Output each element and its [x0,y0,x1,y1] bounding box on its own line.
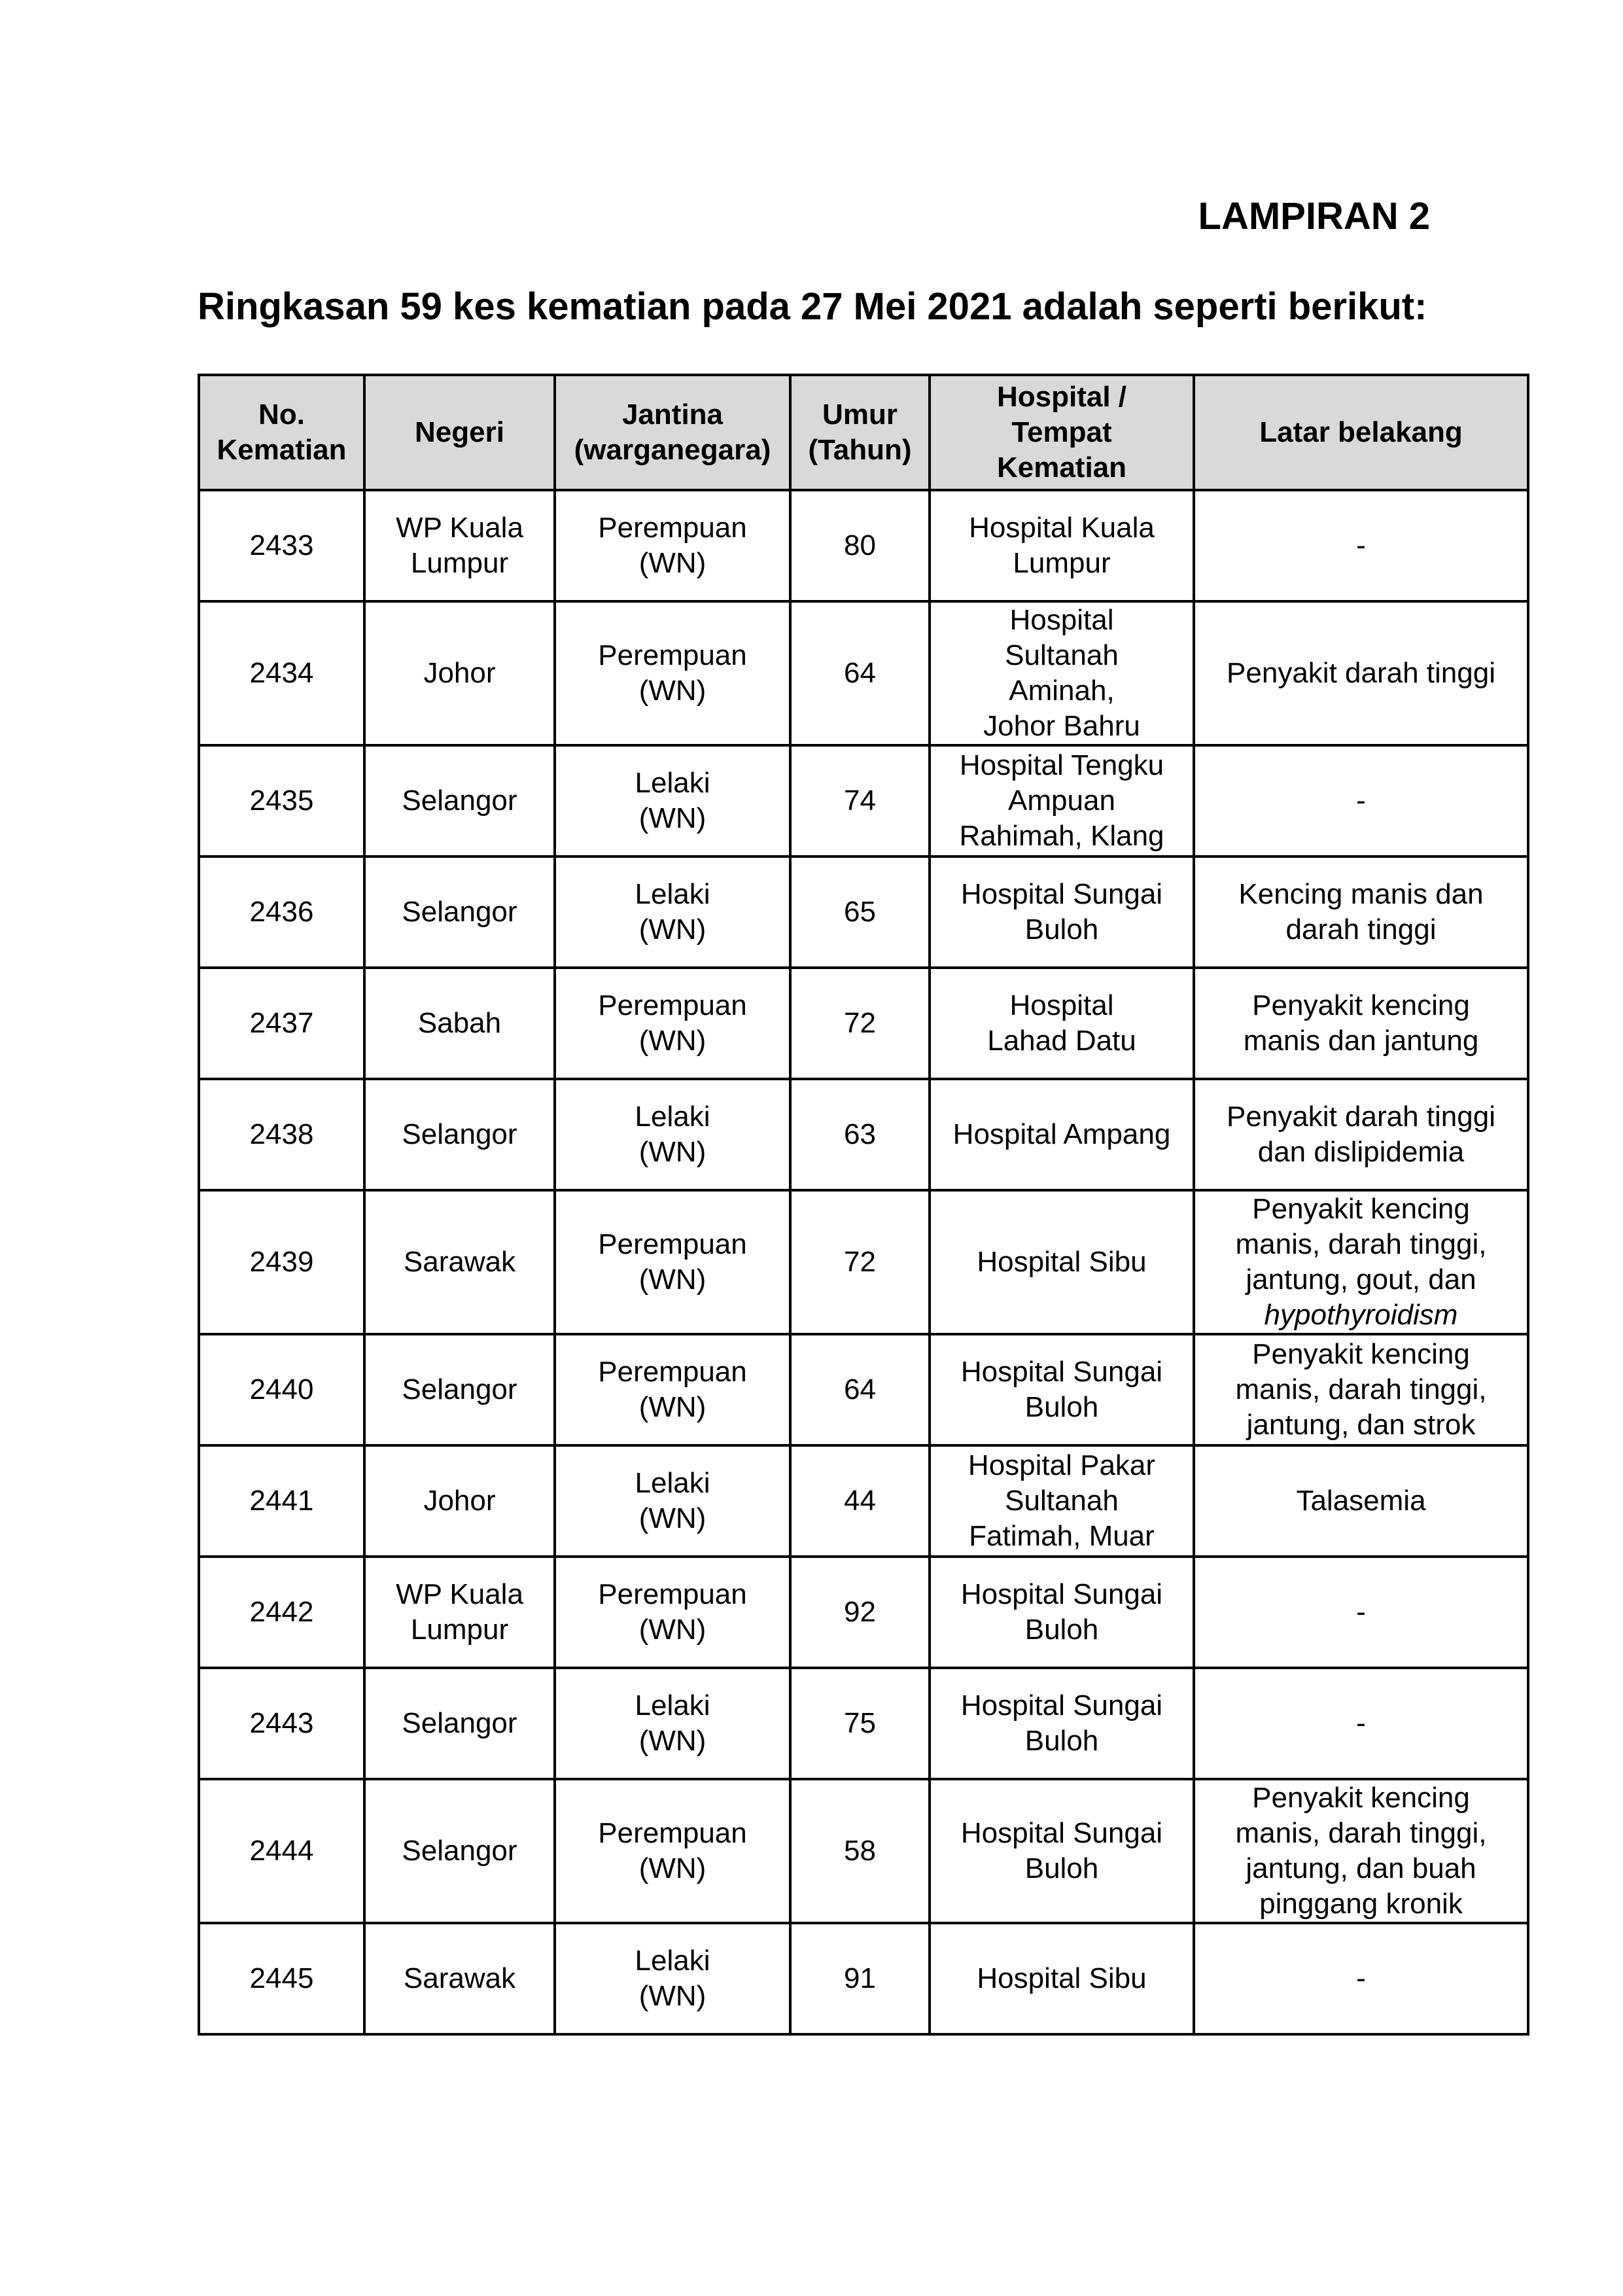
cell-negeri-line: Selangor [402,1373,517,1405]
cell-hospital-line: Hospital Sibu [977,1962,1147,1994]
cell-no-kematian: 2438 [199,1079,364,1190]
table-header [199,375,1528,490]
cell-latar-belakang [1194,1923,1528,2034]
cell-negeri [364,490,555,601]
cell-negeri [364,745,555,857]
cell-latar-belakang-line: Penyakit darah tinggi [1227,657,1495,689]
cell-latar-belakang-line: - [1356,1707,1366,1739]
cell-jantina [555,490,790,601]
cell-negeri [364,1445,555,1557]
cell-jantina-line: (WN) [638,1614,707,1646]
cell-umur: 65 [790,857,930,968]
cell-negeri [364,1079,555,1190]
header-line: Kematian [217,434,347,466]
cell-no-kematian: 2439 [199,1190,364,1334]
cell-umur: 74 [790,745,930,857]
cell-latar-belakang-line: Penyakit kencing [1252,989,1470,1021]
cell-latar-belakang-line: darah tinggi [1285,913,1437,945]
cell-jantina [555,745,790,857]
header-line: (warganegara) [574,434,771,466]
cell-latar-belakang-line: - [1356,1962,1366,1994]
cell-umur: 72 [790,968,930,1079]
cell-no-kematian: 2441 [199,1445,364,1557]
cell-latar-belakang-line: - [1356,785,1366,817]
cell-umur: 92 [790,1557,930,1668]
cell-latar-belakang [1194,857,1528,968]
cell-latar-belakang [1194,745,1528,857]
header-jantina [555,375,790,490]
cell-hospital [930,601,1194,745]
header-row [199,375,1528,490]
table-row [199,1334,1528,1445]
table-row [199,490,1528,601]
cell-hospital [930,1668,1194,1779]
cell-hospital [930,1334,1194,1445]
cell-latar-belakang-line: hypothyroidism [1264,1299,1458,1331]
cell-hospital [930,1923,1194,2034]
cell-jantina-line: Lelaki [635,878,710,910]
cell-negeri-line: Selangor [402,896,517,928]
table-row [199,745,1528,857]
cell-hospital-line: Aminah, [1009,675,1115,707]
header-line: Kematian [996,451,1127,484]
cell-negeri [364,968,555,1079]
cell-hospital-line: Sultanah [1005,639,1119,671]
cell-umur: 64 [790,601,930,745]
header-line: Latar belakang [1259,416,1463,448]
table-row [199,1445,1528,1557]
cell-jantina [555,1334,790,1445]
header-line: Jantina [621,398,724,431]
cell-hospital-line: Johor Bahru [983,710,1140,742]
cell-hospital-line: Hospital Pakar [968,1449,1156,1481]
cell-jantina-line: (WN) [638,675,707,707]
table-row [199,601,1528,745]
cell-latar-belakang-line: manis, darah tinggi, [1235,1817,1487,1849]
cell-no-kematian: 2437 [199,968,364,1079]
cell-jantina-line: Perempuan [598,1356,747,1388]
cell-hospital [930,1557,1194,1668]
appendix-label: LAMPIRAN 2 [1198,195,1430,238]
cell-hospital [930,1779,1194,1923]
page-heading: Ringkasan 59 kes kematian pada 27 Mei 2021 adalah seperti berikut: [198,285,1427,328]
cell-hospital-line: Hospital Sungai [960,1578,1163,1610]
header-latar-belakang [1194,375,1528,490]
cell-negeri-line: WP Kuala [396,512,523,544]
cell-latar-belakang-line: manis, darah tinggi, [1235,1228,1487,1260]
cell-negeri [364,1779,555,1923]
cell-jantina-line: Lelaki [635,767,710,799]
cell-jantina [555,1445,790,1557]
cell-hospital-line: Hospital [1009,604,1114,636]
table-row [199,1779,1528,1923]
cell-latar-belakang-line: Kencing manis dan [1238,878,1484,910]
header-line: No. [258,398,305,431]
table-row [199,1923,1528,2034]
cell-jantina [555,1557,790,1668]
table-body [199,490,1528,2034]
cell-latar-belakang-line: dan dislipidemia [1257,1136,1465,1168]
cell-negeri-line: Selangor [402,1707,517,1739]
cell-hospital-line: Lumpur [1013,547,1111,579]
cell-hospital-line: Buloh [1024,1725,1099,1757]
cell-jantina-line: Lelaki [635,1945,710,1977]
cell-jantina-line: (WN) [638,1852,707,1884]
cell-latar-belakang [1194,1445,1528,1557]
cell-umur: 80 [790,490,930,601]
cell-no-kematian: 2435 [199,745,364,857]
cell-latar-belakang-line: manis dan jantung [1243,1025,1479,1057]
cell-negeri [364,857,555,968]
cell-hospital [930,857,1194,968]
cell-hospital [930,1445,1194,1557]
cell-jantina-line: (WN) [638,1025,707,1057]
cell-hospital [930,1079,1194,1190]
cell-jantina-line: (WN) [638,1725,707,1757]
cell-jantina-line: (WN) [638,913,707,945]
cell-negeri-line: Sabah [417,1007,502,1039]
cell-hospital-line: Buloh [1024,1852,1099,1884]
cell-umur: 44 [790,1445,930,1557]
cell-jantina-line: (WN) [638,1136,707,1168]
cell-jantina [555,1923,790,2034]
cell-hospital-line: Hospital Sungai [960,1356,1163,1388]
table-row [199,968,1528,1079]
cell-jantina [555,1190,790,1334]
cell-negeri-line: Johor [423,1485,496,1517]
cell-jantina-line: (WN) [638,547,707,579]
cell-umur: 64 [790,1334,930,1445]
cell-jantina-line: (WN) [638,1391,707,1423]
cell-latar-belakang-line: pinggang kronik [1259,1888,1463,1920]
cell-jantina-line: Perempuan [598,1578,747,1610]
cell-hospital-line: Hospital Sungai [960,878,1163,910]
cell-jantina [555,1779,790,1923]
cell-jantina-line: Lelaki [635,1467,710,1499]
cell-jantina-line: (WN) [638,1980,707,2012]
header-line: Tempat [1011,416,1112,448]
cell-negeri-line: Sarawak [403,1962,516,1994]
cell-negeri [364,1334,555,1445]
cell-latar-belakang [1194,601,1528,745]
cell-hospital-line: Ampuan [1008,785,1115,817]
cell-jantina-line: (WN) [638,1502,707,1534]
cell-jantina-line: Perempuan [598,1817,747,1849]
cell-hospital [930,745,1194,857]
cell-jantina-line: Perempuan [598,512,747,544]
cell-hospital-line: Buloh [1024,913,1099,945]
cell-negeri-line: WP Kuala [396,1578,523,1610]
cell-hospital-line: Rahimah, Klang [959,820,1164,852]
cell-jantina-line: Perempuan [598,1228,747,1260]
cell-hospital-line: Hospital Kuala [969,512,1155,544]
cell-negeri [364,1923,555,2034]
cell-latar-belakang-line: jantung, gout, dan [1246,1263,1476,1296]
cell-negeri-line: Selangor [402,1118,517,1150]
cell-hospital-line: Sultanah [1005,1485,1119,1517]
cell-negeri [364,1557,555,1668]
cell-negeri-line: Sarawak [403,1246,516,1278]
cell-latar-belakang [1194,1779,1528,1923]
cell-latar-belakang [1194,968,1528,1079]
cell-jantina [555,601,790,745]
cell-hospital [930,490,1194,601]
cell-jantina [555,1079,790,1190]
cell-latar-belakang-line: Penyakit darah tinggi [1227,1101,1495,1133]
cell-negeri-line: Johor [423,657,496,689]
cell-hospital-line: Hospital [1009,989,1114,1021]
cell-no-kematian: 2445 [199,1923,364,2034]
table-row [199,857,1528,968]
cell-no-kematian: 2433 [199,490,364,601]
cell-latar-belakang [1194,490,1528,601]
cell-hospital-line: Hospital Sungai [960,1689,1163,1722]
cell-negeri-line: Lumpur [410,547,509,579]
table-row [199,1557,1528,1668]
cell-latar-belakang [1194,1190,1528,1334]
header-hospital [930,375,1194,490]
cell-jantina [555,857,790,968]
cell-latar-belakang-line: - [1356,529,1366,561]
cell-jantina-line: (WN) [638,802,707,834]
cell-hospital-line: Buloh [1024,1391,1099,1423]
cell-hospital [930,968,1194,1079]
cell-hospital [930,1190,1194,1334]
cell-latar-belakang-line: Penyakit kencing [1252,1193,1470,1225]
cell-hospital-line: Lahad Datu [987,1025,1136,1057]
cell-latar-belakang-line: Penyakit kencing [1252,1782,1470,1814]
cell-latar-belakang [1194,1079,1528,1190]
cell-latar-belakang-line: Talasemia [1296,1485,1426,1517]
header-umur [790,375,930,490]
cell-no-kematian: 2444 [199,1779,364,1923]
cell-no-kematian: 2443 [199,1668,364,1779]
cell-negeri [364,1190,555,1334]
cell-umur: 72 [790,1190,930,1334]
cell-jantina-line: Lelaki [635,1101,710,1133]
cell-negeri-line: Selangor [402,1835,517,1867]
header-line: Umur [822,398,898,431]
cell-jantina-line: Perempuan [598,989,747,1021]
cell-negeri [364,1668,555,1779]
cell-hospital-line: Hospital Sungai [960,1817,1163,1849]
cell-umur: 58 [790,1779,930,1923]
cell-negeri-line: Lumpur [410,1614,509,1646]
cell-jantina-line: Lelaki [635,1689,710,1722]
header-line: (Tahun) [808,434,912,466]
cell-latar-belakang [1194,1557,1528,1668]
cell-negeri [364,601,555,745]
cell-umur: 63 [790,1079,930,1190]
header-line: Negeri [415,416,504,448]
table-row [199,1190,1528,1334]
table-row [199,1668,1528,1779]
cell-umur: 75 [790,1668,930,1779]
table-row [199,1079,1528,1190]
cell-latar-belakang-line: jantung, dan strok [1246,1409,1476,1441]
cell-no-kematian: 2436 [199,857,364,968]
cell-latar-belakang [1194,1668,1528,1779]
cell-hospital-line: Fatimah, Muar [969,1520,1155,1552]
cell-jantina [555,1668,790,1779]
cell-hospital-line: Buloh [1024,1614,1099,1646]
cell-latar-belakang-line: - [1356,1596,1366,1628]
cell-latar-belakang-line: Penyakit kencing [1252,1338,1470,1370]
cell-latar-belakang-line: manis, darah tinggi, [1235,1373,1487,1405]
cell-latar-belakang [1194,1334,1528,1445]
cell-no-kematian: 2434 [199,601,364,745]
header-negeri [364,375,555,490]
cell-jantina [555,968,790,1079]
header-line: Hospital / [996,381,1127,413]
cell-umur: 91 [790,1923,930,2034]
cell-no-kematian: 2440 [199,1334,364,1445]
deaths-table [198,374,1529,2036]
header-no-kematian [199,375,364,490]
cell-negeri-line: Selangor [402,785,517,817]
cell-hospital-line: Hospital Sibu [977,1246,1147,1278]
cell-hospital-line: Hospital Tengku [959,749,1164,781]
cell-hospital-line: Hospital Ampang [952,1118,1171,1150]
cell-latar-belakang-line: jantung, dan buah [1246,1852,1476,1884]
cell-jantina-line: Perempuan [598,639,747,671]
cell-jantina-line: (WN) [638,1263,707,1296]
cell-no-kematian: 2442 [199,1557,364,1668]
